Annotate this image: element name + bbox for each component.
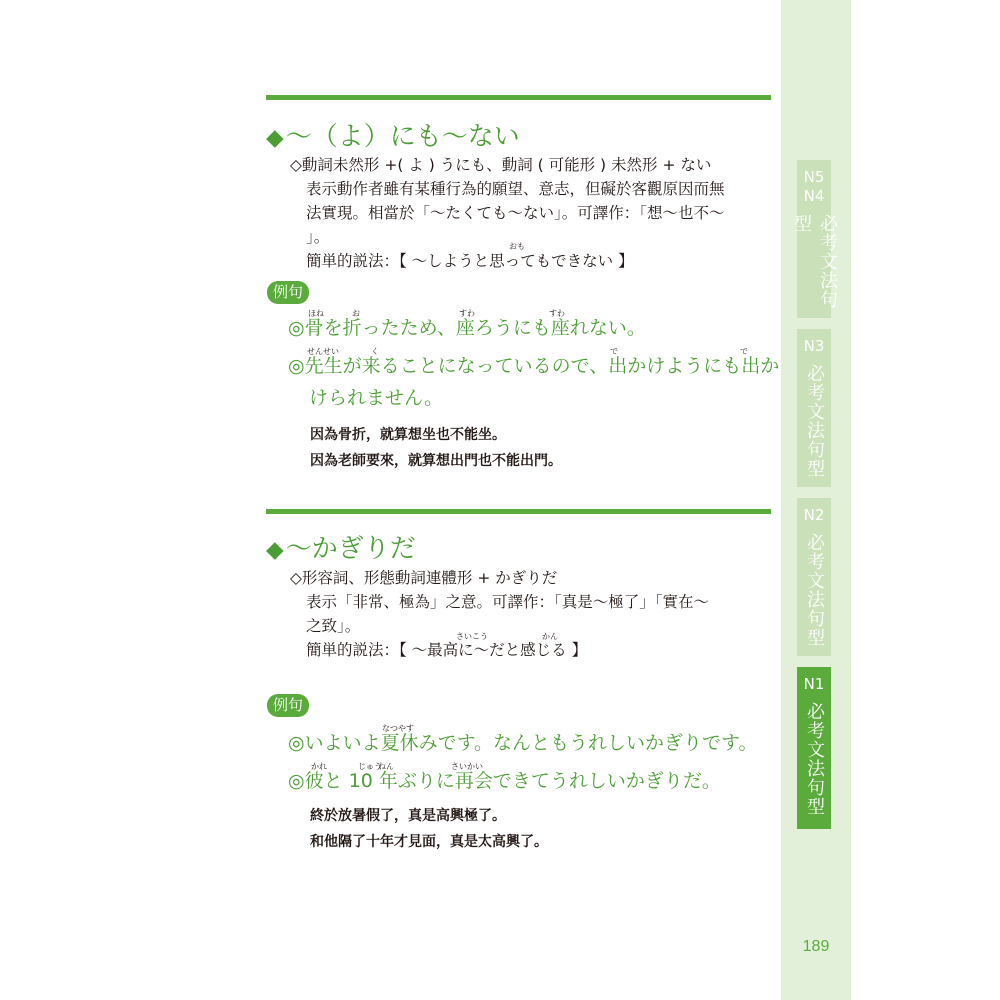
explanation-line: 」。 <box>306 228 330 246</box>
furigana: かれ <box>311 762 327 771</box>
tab-n1[interactable] <box>797 667 831 829</box>
section-title-text: ～（よ）にも～ない <box>285 122 520 152</box>
diamond-icon: ◆ <box>266 125 284 151</box>
furigana: ほね <box>308 309 324 318</box>
grammar-pattern: ◇動詞未然形 +( よ ) うにも、動詞 ( 可能形 ) 未然形 + ない <box>290 156 712 174</box>
furigana: く <box>371 347 379 356</box>
furigana: かん <box>542 632 558 641</box>
tab-label: 必考文法句型 <box>804 702 825 816</box>
page-number: 189 <box>802 938 830 955</box>
furigana: すわ <box>549 309 565 318</box>
simple-explanation: 簡単的説法：【 ～しようと思ってもできない 】 <box>306 252 634 270</box>
section-title-text: ～かぎりだ <box>285 534 416 564</box>
translation: 終於放暑假了，真是高興極了。 <box>310 808 506 824</box>
tab-level-label: N3 <box>803 337 825 355</box>
example-sentence: ◎彼と 10 年ぶりに再会できてうれしいかぎりだ。 <box>288 770 721 792</box>
tab-level-label: N5 N4 <box>803 168 825 205</box>
tab-label: 必考文法句型 <box>804 364 825 478</box>
furigana: で <box>610 347 618 356</box>
section-divider <box>266 95 771 100</box>
furigana: ねん <box>378 762 394 771</box>
example-label: 例句 <box>267 694 309 717</box>
explanation-line: 法實現。相當於「～たくても～ない」。可譯作：「想～也不～ <box>306 204 725 222</box>
furigana: すわ <box>459 309 475 318</box>
tab-label: 必考文法句型 <box>804 533 825 647</box>
example-sentence: ◎骨を折ったため、座ろうにも座れない。 <box>288 317 646 339</box>
tab-n2[interactable] <box>797 498 831 656</box>
simple-explanation: 簡単的説法：【 ～最高に～だと感じる 】 <box>306 641 588 659</box>
furigana: お <box>352 309 360 318</box>
furigana: じゅう <box>358 762 382 771</box>
translation: 和他隔了十年才見面，真是太高興了。 <box>310 834 548 850</box>
translation: 因為老師要來，就算想出門也不能出門。 <box>310 453 562 469</box>
furigana: で <box>740 347 748 356</box>
explanation-line: 表示「非常、極為」之意。可譯作：「真是～極了」「實在～ <box>306 593 710 611</box>
tab-label: 必考文法句型 <box>791 214 838 309</box>
tab-level-label: N2 <box>803 506 825 524</box>
tab-level-label: N1 <box>803 675 825 693</box>
example-sentence: ◎いよいよ夏休みです。なんともうれしいかぎりです。 <box>288 732 758 754</box>
diamond-icon: ◆ <box>266 537 284 563</box>
example-sentence: ◎先生が来ることになっているので、出かけようにも出か <box>288 355 780 377</box>
explanation-line: 之致」。 <box>306 617 361 635</box>
section-title <box>266 528 416 565</box>
furigana: せんせい <box>307 347 339 356</box>
explanation-line: 表示動作者雖有某種行為的願望、意志，但礙於客觀原因而無 <box>306 180 725 198</box>
example-label: 例句 <box>267 281 309 304</box>
furigana: おも <box>509 242 525 251</box>
tab-n3[interactable] <box>797 329 831 487</box>
section-title <box>266 116 520 153</box>
example-sentence: けられません。 <box>309 387 444 409</box>
furigana: なつやす <box>382 724 414 733</box>
furigana: さいこう <box>456 632 488 641</box>
translation: 因為骨折，就算想坐也不能坐。 <box>310 427 506 443</box>
furigana: さいかい <box>451 762 483 771</box>
section-divider <box>266 509 771 514</box>
grammar-pattern: ◇形容詞、形態動詞連體形 + かぎりだ <box>290 569 558 587</box>
tab-n5-n4[interactable] <box>791 160 838 318</box>
